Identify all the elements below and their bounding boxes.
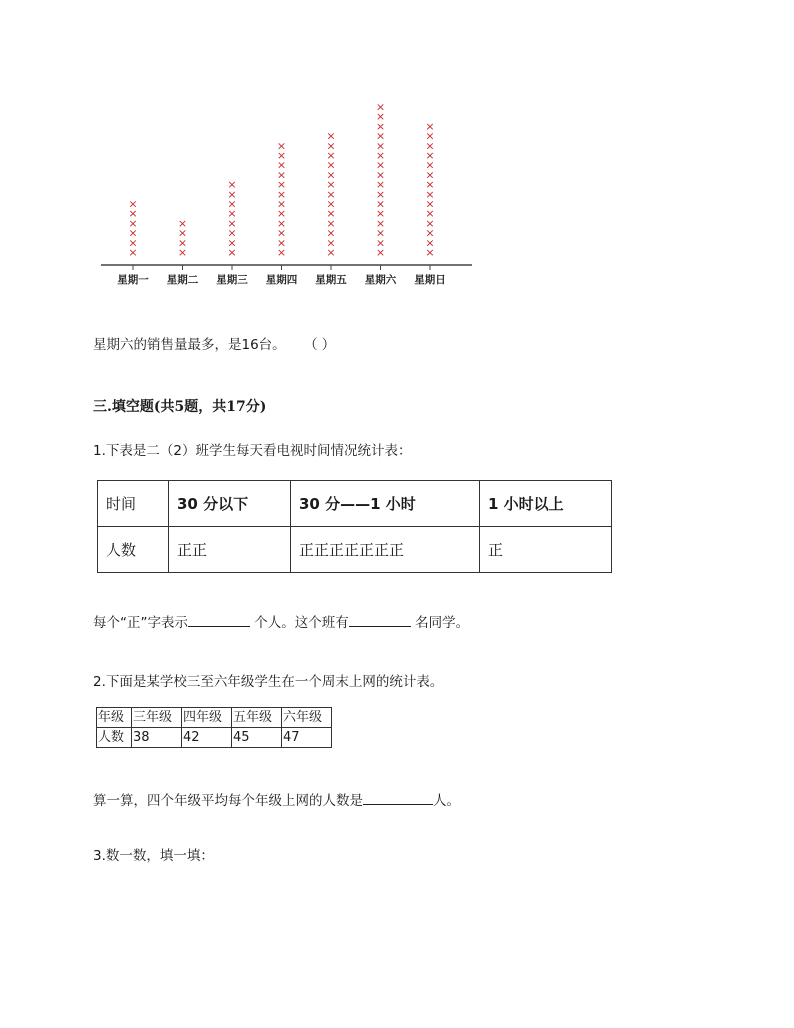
x-mark: × — [177, 236, 188, 250]
x-mark: × — [227, 216, 237, 230]
x-mark: × — [425, 158, 435, 172]
x-mark: × — [276, 168, 287, 182]
judge-question-text: 星期六的销售量最多，是16台。 — [93, 337, 286, 353]
x-mark: × — [326, 158, 336, 172]
q2-fill-line — [93, 789, 460, 809]
section-heading: 三.填空题(共5题，共17分) — [93, 399, 267, 415]
x-tick-label: 星期五 — [315, 274, 347, 286]
x-mark: × — [326, 236, 336, 250]
x-mark: × — [375, 246, 386, 259]
answer-blank-1[interactable] — [188, 614, 250, 627]
x-mark: × — [177, 246, 188, 259]
x-mark: × — [326, 149, 336, 162]
table-cell: 五年级 — [232, 708, 282, 728]
table-row — [98, 527, 612, 573]
table-cell: 时间 — [98, 481, 169, 527]
x-mark: × — [227, 236, 237, 250]
answer-brackets[interactable]: （ ） — [303, 337, 336, 353]
q1-fill-text-1: 每个“正”字表示 — [93, 615, 188, 631]
x-mark: × — [128, 216, 138, 230]
x-tick-label: 星期日 — [414, 274, 446, 286]
table-cell: 六年级 — [282, 708, 332, 728]
x-mark: × — [128, 197, 138, 211]
x-mark: × — [326, 178, 336, 192]
q1-fill-line — [93, 611, 469, 631]
x-mark: × — [375, 139, 386, 153]
x-mark: × — [276, 216, 287, 230]
table-cell: 正正 — [169, 527, 291, 573]
x-mark: × — [375, 207, 386, 221]
table-cell: 38 — [132, 728, 182, 748]
x-mark: × — [326, 216, 336, 230]
x-mark: × — [425, 119, 435, 133]
x-mark: × — [375, 216, 386, 230]
x-mark: × — [375, 158, 386, 172]
x-mark: × — [227, 246, 237, 259]
x-mark: × — [177, 216, 188, 230]
table-cell: 三年级 — [132, 708, 182, 728]
x-mark: × — [276, 197, 287, 211]
judge-question — [93, 333, 335, 353]
table-cell: 四年级 — [182, 708, 232, 728]
table-cell: 正 — [480, 527, 612, 573]
q2-fill-text-1: 算一算，四个年级平均每个年级上网的人数是 — [93, 793, 363, 809]
q1-intro: 1.下表是二（2）班学生每天看电视时间情况统计表： — [93, 443, 412, 459]
x-mark: × — [375, 149, 386, 162]
x-mark: × — [227, 178, 237, 192]
x-mark: × — [375, 178, 386, 192]
table-row — [98, 481, 612, 527]
q2-fill-text-2: 人。 — [433, 793, 460, 809]
x-tick-label: 星期三 — [216, 274, 248, 286]
x-mark: × — [276, 236, 287, 250]
x-mark: × — [375, 129, 386, 143]
x-mark: × — [276, 207, 287, 221]
x-mark: × — [375, 226, 386, 240]
tv-time-table — [97, 480, 612, 573]
answer-blank-3[interactable] — [363, 792, 433, 805]
q2-intro: 2.下面是某学校三至六年级学生在一个周末上网的统计表。 — [93, 674, 444, 690]
table-row — [97, 728, 332, 748]
table-cell: 1 小时以上 — [480, 481, 612, 527]
x-mark: × — [375, 187, 386, 201]
x-mark: × — [128, 207, 138, 221]
table-cell: 30 分——1 小时 — [291, 481, 480, 527]
x-tick-label: 星期六 — [364, 274, 397, 286]
x-mark: × — [326, 226, 336, 240]
x-tick-label: 星期二 — [166, 274, 199, 286]
x-mark: × — [425, 168, 435, 182]
table-row — [97, 708, 332, 728]
table-cell: 年级 — [97, 708, 132, 728]
x-mark: × — [128, 226, 138, 240]
x-tick-label: 星期四 — [265, 274, 298, 286]
x-mark: × — [227, 226, 237, 240]
x-mark: × — [276, 149, 287, 162]
x-mark: × — [375, 236, 386, 250]
x-mark: × — [276, 158, 287, 172]
x-mark: × — [326, 129, 336, 143]
internet-table — [96, 707, 332, 748]
table-cell: 47 — [282, 728, 332, 748]
x-mark: × — [425, 246, 435, 259]
x-tick-label: 星期一 — [117, 274, 149, 286]
table-cell: 45 — [232, 728, 282, 748]
x-mark: × — [326, 207, 336, 221]
table-cell: 人数 — [98, 527, 169, 573]
x-mark: × — [276, 178, 287, 192]
sales-chart — [0, 0, 794, 300]
x-mark: × — [177, 226, 188, 240]
table-cell: 42 — [182, 728, 232, 748]
q1-fill-text-2: 个人。这个班有 — [254, 615, 349, 631]
x-mark: × — [326, 139, 336, 153]
x-mark: × — [375, 110, 386, 124]
x-mark: × — [128, 236, 138, 250]
x-mark: × — [276, 187, 287, 201]
x-mark: × — [276, 246, 287, 259]
x-mark: × — [425, 236, 435, 250]
x-mark: × — [425, 216, 435, 230]
x-mark: × — [425, 197, 435, 211]
answer-blank-2[interactable] — [349, 614, 411, 627]
x-mark: × — [375, 100, 386, 114]
table-cell: 30 分以下 — [169, 481, 291, 527]
x-mark: × — [227, 187, 237, 201]
x-mark: × — [276, 226, 287, 240]
x-mark: × — [425, 187, 435, 201]
x-mark: × — [375, 168, 386, 182]
x-mark: × — [227, 207, 237, 221]
x-mark: × — [375, 197, 386, 211]
x-mark: × — [425, 178, 435, 192]
x-mark: × — [326, 187, 336, 201]
x-mark: × — [425, 129, 435, 143]
x-mark: × — [326, 197, 336, 211]
x-mark: × — [425, 139, 435, 153]
x-mark: × — [425, 226, 435, 240]
x-mark: × — [375, 119, 386, 133]
q3-intro: 3.数一数，填一填： — [93, 848, 214, 864]
x-mark: × — [326, 168, 336, 182]
x-mark: × — [276, 139, 287, 153]
x-mark: × — [227, 197, 237, 211]
q1-fill-text-3: 名同学。 — [415, 615, 470, 631]
table-cell: 人数 — [97, 728, 132, 748]
x-mark: × — [326, 246, 336, 259]
table-cell: 正正正正正正正 — [291, 527, 480, 573]
x-mark: × — [128, 246, 138, 259]
x-mark: × — [425, 207, 435, 221]
x-mark: × — [425, 149, 435, 162]
